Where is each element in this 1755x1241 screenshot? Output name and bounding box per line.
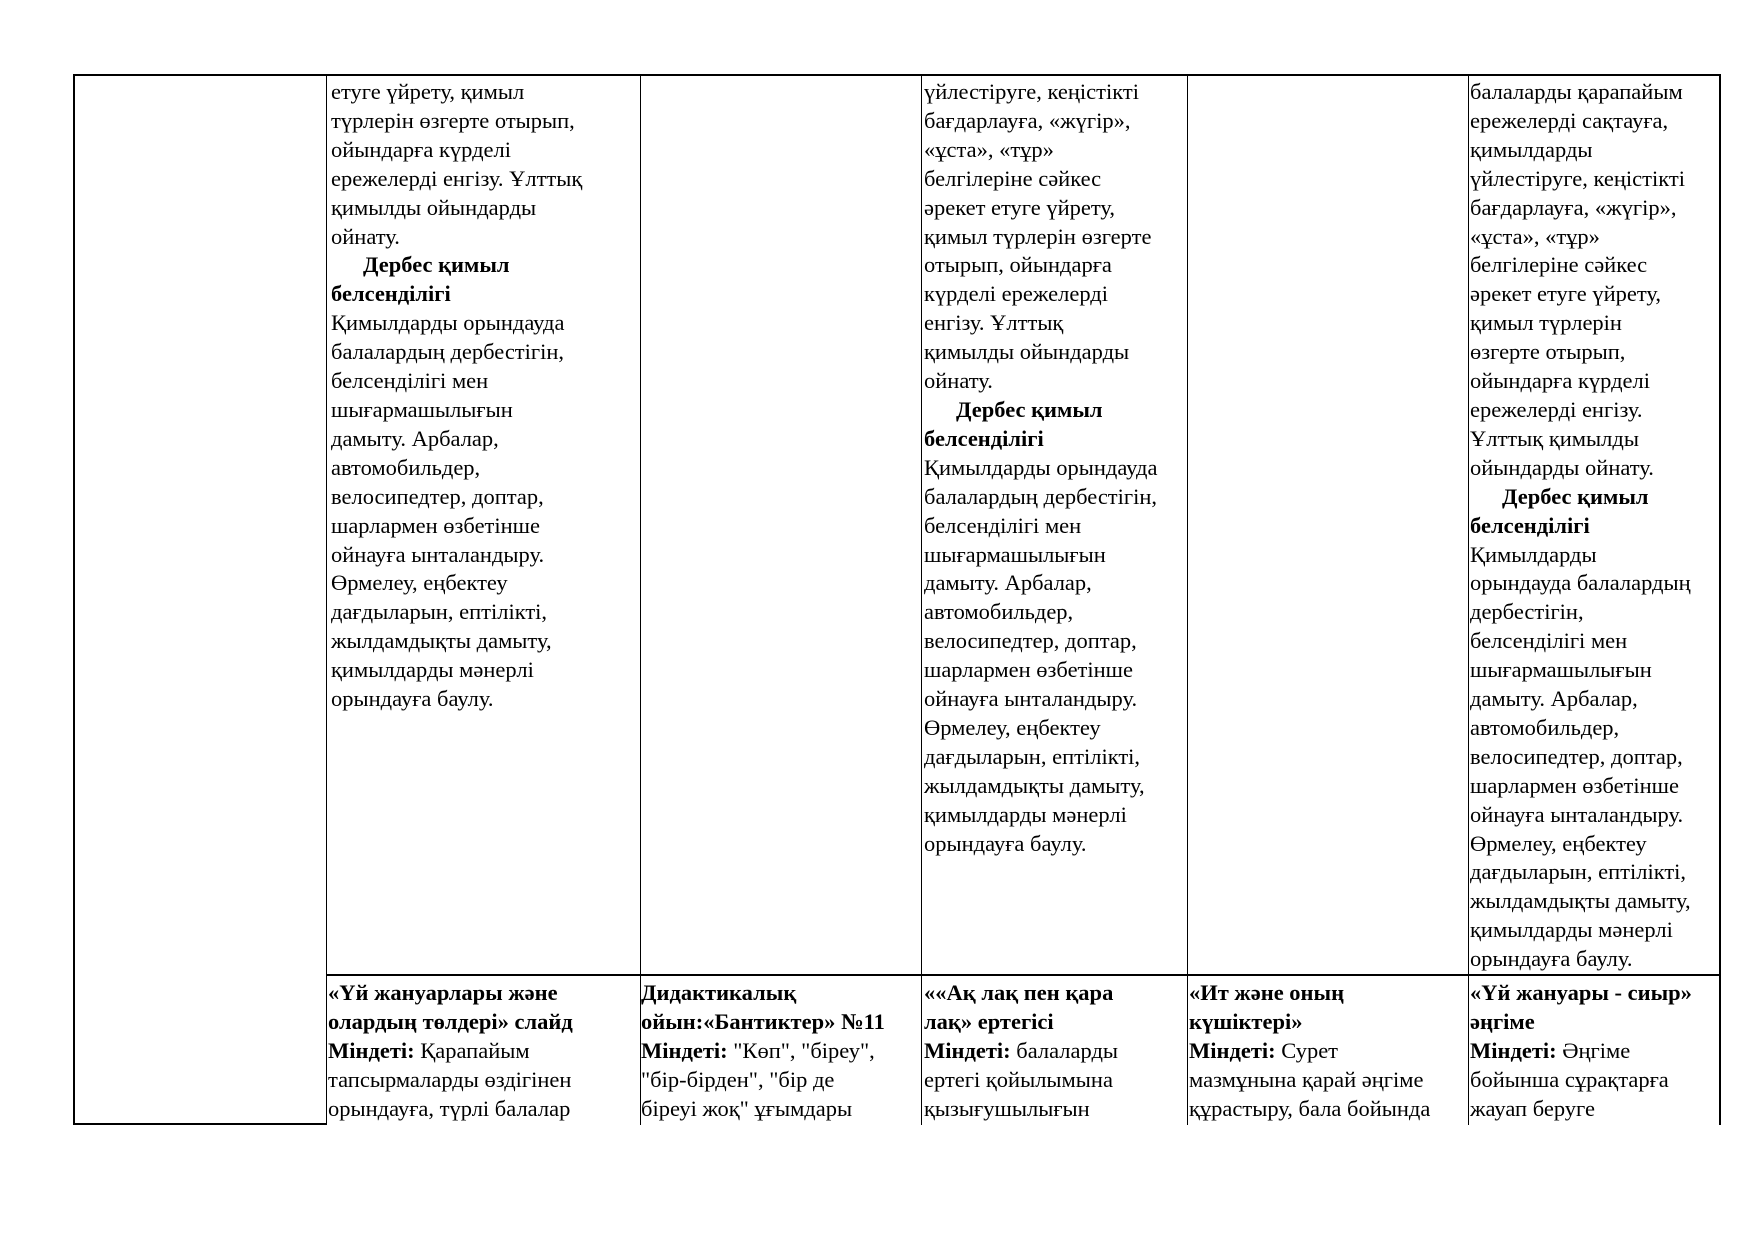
field-text: Сурет: [1275, 1037, 1339, 1063]
text-line: балалардың дербестігін,: [924, 483, 1158, 509]
text-line: ойнауға ынталандыру.: [331, 541, 545, 567]
field-text: балаларды: [1010, 1037, 1119, 1063]
text-line: ойнауға ынталандыру.: [924, 686, 1138, 712]
text-line: дағдыларын, ептілікті,: [924, 743, 1141, 769]
text-line: қызығушылығын: [924, 1095, 1090, 1121]
text-line: қимыл түрлерін өзгерте: [924, 223, 1152, 249]
text-line: ережелерді енгізу. Ұлттық: [331, 165, 583, 191]
text-line: жылдамдықты дамыту,: [1470, 888, 1691, 914]
text-line: ойындарға күрделі: [331, 136, 512, 162]
text-line: етуге үйрету, қимыл: [331, 79, 525, 104]
text-line: Дидактикалық: [641, 980, 797, 1005]
text-line: қимылды ойындарды: [924, 339, 1130, 365]
text-line: дамыту. Арбалар,: [924, 570, 1092, 596]
row1-col2-cell: [331, 78, 582, 714]
text-line: белгілеріне сәйкес: [1470, 252, 1648, 278]
text-line: ертегі қойылымына: [924, 1066, 1113, 1092]
row2-col6-cell: [1470, 979, 1692, 1124]
text-line: жылдамдықты дамыту,: [331, 628, 552, 654]
text-line: Өрмелеу, еңбектеу: [924, 714, 1101, 740]
text-line: [641, 1037, 885, 1066]
text-line: қимылдарды: [1470, 136, 1593, 162]
text-line: [924, 1037, 1118, 1066]
text-line: белсенділігі мен: [1470, 628, 1628, 654]
field-text: Әңгіме: [1556, 1037, 1631, 1063]
text-line: қимылдарды мәнерлі: [924, 801, 1127, 827]
row1-col6-cell: [1470, 78, 1691, 974]
text-line: Қимылдарды орындауда: [331, 310, 565, 336]
text-line: күрделі ережелерді: [924, 281, 1108, 307]
text-line: бағдарлауға, «жүгір»,: [924, 107, 1131, 133]
text-line: [328, 1037, 573, 1066]
text-line: Өрмелеу, еңбектеу: [1470, 830, 1647, 856]
field-label: Міндеті:: [1470, 1037, 1557, 1063]
text-line: белсенділігі: [924, 425, 1044, 451]
text-line: Қимылдарды: [1470, 541, 1597, 567]
text-line: ойындарға күрделі: [1470, 368, 1651, 394]
text-line: «Үй жануарлары және: [328, 980, 558, 1005]
text-line: балаларды қарапайым: [1470, 79, 1683, 104]
text-line: қимылды ойындарды: [331, 194, 537, 220]
text-line: бойынша сұрақтарға: [1470, 1066, 1669, 1092]
text-line: дағдыларын, ептілікті,: [331, 599, 548, 625]
text-line: орындауға баулу.: [331, 686, 494, 712]
text-line: ««Ақ лақ пен қара: [924, 980, 1114, 1005]
col5-right-border: [1468, 74, 1469, 1125]
text-line: ережелерді сақтауға,: [1470, 107, 1669, 133]
text-line: мазмұнына қарай әңгіме: [1189, 1066, 1424, 1092]
field-label: Міндеті:: [1189, 1037, 1276, 1063]
text-line: ойындарды ойнату.: [1470, 454, 1654, 480]
text-line: автомобильдер,: [1470, 714, 1620, 740]
text-line: өзгерте отырып,: [1470, 339, 1626, 365]
text-line: белсенділігі мен: [924, 512, 1082, 538]
text-line: олардың төлдері» слайд: [328, 1008, 573, 1034]
text-line: отырып, ойындарға: [924, 252, 1112, 278]
text-line: дамыту. Арбалар,: [331, 425, 499, 451]
text-line: біреуі жоқ" ұғымдары: [641, 1095, 853, 1121]
field-label: Міндеті:: [328, 1037, 415, 1063]
text-line: лақ» ертегісі: [924, 1008, 1054, 1034]
row2-col5-cell: [1189, 979, 1430, 1124]
text-line: әрекет етуге үйрету,: [924, 194, 1116, 220]
row2-col2-cell: [328, 979, 573, 1124]
text-line: Қимылдарды орындауда: [924, 454, 1158, 480]
text-line: ережелерді енгізу.: [1470, 396, 1643, 422]
text-line: ойын:«Бантиктер» №11: [641, 1008, 885, 1034]
text-line: велосипедтер, доптар,: [331, 483, 544, 509]
field-text: "Көп", "біреу",: [727, 1037, 875, 1063]
text-line: бағдарлауға, «жүгір»,: [1470, 194, 1677, 220]
text-line: енгізу. Ұлттық: [924, 310, 1064, 336]
text-line: үйлестіруге, кеңістікті: [924, 79, 1139, 104]
text-line: белгілеріне сәйкес: [924, 165, 1102, 191]
text-line: қимылдарды мәнерлі: [331, 657, 534, 683]
text-line: "бір-бірден", "бір де: [641, 1066, 835, 1092]
text-line: ойнату.: [331, 223, 400, 249]
text-line: қимылдарды мәнерлі: [1470, 917, 1673, 943]
text-line: шығармашылығын: [924, 541, 1106, 567]
text-line: түрлерін өзгерте отырып,: [331, 107, 575, 133]
row1-col1-bottom-border: [73, 1123, 326, 1125]
text-line: белсенділігі мен: [331, 368, 489, 394]
table-right-border: [1719, 74, 1721, 1125]
text-line: [1189, 1037, 1430, 1066]
col2-right-border: [640, 74, 641, 1125]
text-line: белсенділігі: [1470, 512, 1590, 538]
text-line: шарлармен өзбетінше: [331, 512, 540, 538]
text-line: орындауға баулу.: [924, 830, 1087, 856]
text-line: автомобильдер,: [331, 454, 481, 480]
text-line: дамыту. Арбалар,: [1470, 686, 1638, 712]
text-line: белсенділігі: [331, 281, 451, 307]
text-line: «ұста», «тұр»: [1470, 223, 1600, 249]
text-line: қимыл түрлерін: [1470, 310, 1622, 336]
text-line: Дербес қимыл: [1502, 483, 1649, 509]
text-line: құрастыру, бала бойында: [1189, 1095, 1431, 1121]
text-line: автомобильдер,: [924, 599, 1074, 625]
text-line: Дербес қимыл: [956, 396, 1103, 422]
field-label: Міндеті:: [641, 1037, 728, 1063]
text-line: күшіктері»: [1189, 1008, 1303, 1034]
table-left-border: [73, 74, 75, 1125]
text-line: велосипедтер, доптар,: [924, 628, 1137, 654]
text-line: велосипедтер, доптар,: [1470, 743, 1683, 769]
table-top-border: [73, 74, 1720, 76]
text-line: ойнату.: [924, 368, 993, 394]
row2-col4-cell: [924, 979, 1118, 1124]
row2-col3-cell: [641, 979, 885, 1124]
text-line: жылдамдықты дамыту,: [924, 772, 1145, 798]
text-line: үйлестіруге, кеңістікті: [1470, 165, 1685, 191]
row1-col4-cell: [924, 78, 1157, 858]
col3-right-border: [921, 74, 922, 1125]
text-line: әңгіме: [1470, 1008, 1535, 1034]
text-line: шарлармен өзбетінше: [1470, 772, 1679, 798]
text-line: тапсырмаларды өздігінен: [328, 1066, 572, 1092]
text-line: шығармашылығын: [1470, 657, 1652, 683]
text-line: Ұлттық қимылды: [1470, 425, 1639, 451]
field-label: Міндеті:: [924, 1037, 1011, 1063]
text-line: әрекет етуге үйрету,: [1470, 281, 1662, 307]
text-line: «Ит және оның: [1189, 980, 1345, 1005]
field-text: Қарапайым: [414, 1037, 530, 1063]
text-line: дағдыларын, ептілікті,: [1470, 859, 1687, 885]
text-line: «Үй жануары - сиыр»: [1470, 980, 1692, 1005]
text-line: орындауға баулу.: [1470, 946, 1633, 972]
row-divider: [326, 974, 1721, 976]
text-line: Өрмелеу, еңбектеу: [331, 570, 508, 596]
text-line: жауап беруге: [1470, 1095, 1595, 1121]
text-line: [1470, 1037, 1692, 1066]
text-line: шарлармен өзбетінше: [924, 657, 1133, 683]
text-line: орындауға, түрлі балалар: [328, 1095, 571, 1121]
text-line: дербестігін,: [1470, 599, 1584, 625]
col1-right-border: [326, 74, 327, 1125]
text-line: «ұста», «тұр»: [924, 136, 1054, 162]
text-line: Дербес қимыл: [363, 252, 510, 278]
col4-right-border: [1187, 74, 1188, 1125]
text-line: шығармашылығын: [331, 396, 513, 422]
text-line: орындауда балалардың: [1470, 570, 1691, 596]
text-line: ойнауға ынталандыру.: [1470, 801, 1684, 827]
text-line: балалардың дербестігін,: [331, 339, 565, 365]
